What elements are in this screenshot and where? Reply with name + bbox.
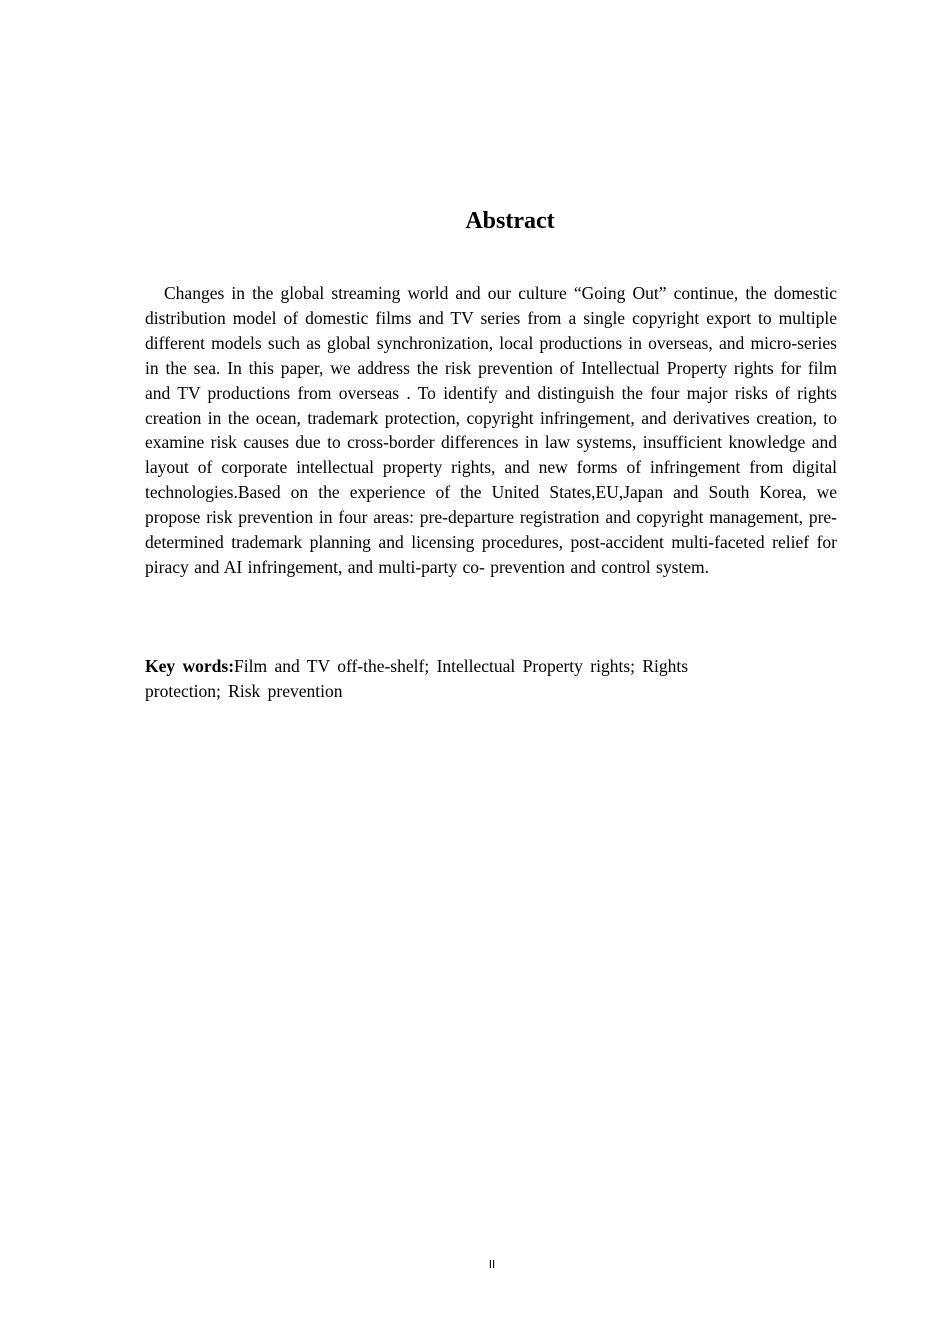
page-number: II xyxy=(488,1258,496,1271)
abstract-title: Abstract xyxy=(465,208,555,234)
keywords-text: Film and TV off-the-shelf; Intellectual Property rights; Rights protection; Risk prevention xyxy=(145,656,689,701)
keywords-label: Key words: xyxy=(145,656,235,676)
abstract-body: Changes in the global streaming world and our culture “Going Out” continue, the domestic distribution model of domestic films and TV series from a single copyright export to multiple different models such as global synchronization, local productions in overseas, and micro-series in the sea. In this paper, we address the risk prevention of Intellectual Property rights for film and TV productions from overseas . To identify and distinguish the four major risks of rights creation in the ocean, trademark protection, copyright infringement, and derivatives creation, to examine risk causes due to cross-border differences in law systems, insufficient knowledge and layout of corporate intellectual property rights, and new forms of infringement from digital technologies.Based on the experience of the United States,EU,Japan and South Korea, we propose risk prevention in four areas: pre-departure registration and copyright management, pre-determined trademark planning and licensing procedures, post-accident multi-faceted relief for piracy and AI infringement, and multi-party co- prevention and control system. xyxy=(145,283,837,577)
keywords-paragraph xyxy=(145,654,765,704)
